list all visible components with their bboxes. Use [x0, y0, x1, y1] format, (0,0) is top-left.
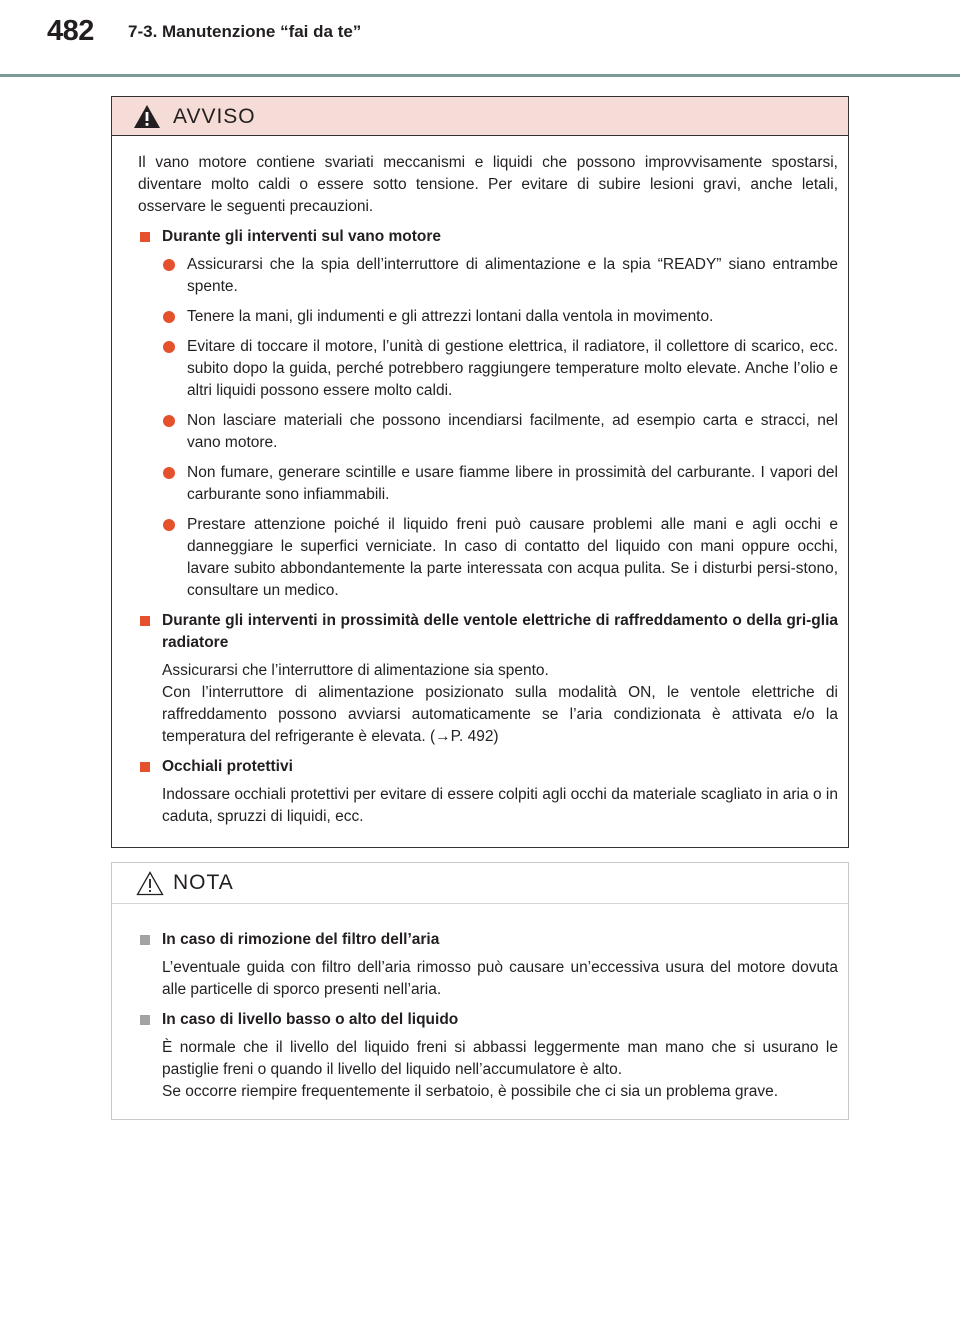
warning-title: AVVISO [173, 105, 256, 128]
warning-intro: Il vano motore contiene svariati meccanismi e liquidi che possono improvvisamente spostarsi, diventare molto caldi o essere sotto tensione. Per evitare di subire lesioni gravi, anche letali, osservare le seguenti precauzioni. [138, 154, 838, 215]
page-number: 482 [47, 15, 94, 47]
square-bullet-icon [140, 762, 150, 772]
section-text: È normale che il livello del liquido freni si abbassi leggermente man mano che si usurano le pastiglie freni o quando il livello del liquido nell’accumulatore è alto. Se occorre riempire frequentemente il serbatoio, è possibile che ci sia un problema grave. [162, 1039, 838, 1100]
square-bullet-icon [140, 232, 150, 242]
section-heading: Occhiali protettivi [138, 756, 838, 778]
section-heading: Durante gli interventi in prossimità delle ventole elettriche di raffreddamento o della gri-glia radiatore [138, 610, 838, 654]
bullet-item: Assicurarsi che la spia dell’interruttore di alimentazione e la spia “READY” siano entrambe spente. [162, 254, 838, 298]
caution-triangle-outline-icon [136, 871, 164, 896]
square-bullet-icon [140, 935, 150, 945]
bullet-dot-icon [163, 341, 175, 353]
bullet-item: Tenere la mani, gli indumenti e gli attrezzi lontani dalla ventola in movimento. [162, 306, 838, 328]
warning-header [112, 97, 848, 136]
bullet-item: Non fumare, generare scintille e usare fiamme libere in prossimità del carburante. I vapori del carburante sono infiammabili. [162, 462, 838, 506]
bullet-dot-icon [163, 467, 175, 479]
warning-box [111, 96, 849, 848]
page-header [0, 0, 960, 80]
bullet-dot-icon [163, 415, 175, 427]
bullet-dot-icon [163, 259, 175, 271]
bullet-dot-icon [163, 519, 175, 531]
section-heading: Durante gli interventi sul vano motore [138, 226, 838, 248]
section-heading: In caso di livello basso o alto del liquido [138, 1009, 838, 1031]
square-bullet-icon [140, 616, 150, 626]
note-body [112, 904, 848, 1103]
note-header [112, 863, 848, 904]
section-heading: In caso di rimozione del filtro dell’aria [138, 929, 838, 951]
bullet-item: Non lasciare materiali che possono incendiarsi facilmente, ad esempio carta e stracci, nel vano motore. [162, 410, 838, 454]
bullet-item: Prestare attenzione poiché il liquido freni può causare problemi alle mani e agli occhi e danneggiare le superfici verniciate. In caso di contatto del liquido con mani oppure occhi, lavare subito abbondantemente la parte interessata con acqua pulita. Se i disturbi persi-stono, consultare un medico. [162, 514, 838, 602]
square-bullet-icon [140, 1015, 150, 1025]
bullet-item: Evitare di toccare il motore, l’unità di gestione elettrica, il radiatore, il collettore di scarico, ecc. subito dopo la guida, perché potrebbero raggiungere temperature molto elevate. Anche l’olio e altri liquidi possono essere molto caldi. [162, 336, 838, 402]
section-text: Indossare occhiali protettivi per evitare di essere colpiti agli occhi da materiale scagliato in aria o in caduta, spruzzi di liquidi, ecc. [162, 786, 838, 825]
note-title: NOTA [173, 871, 234, 894]
header-divider [0, 74, 960, 77]
warning-triangle-icon [133, 104, 161, 129]
warning-body [112, 136, 848, 828]
bullet-dot-icon [163, 311, 175, 323]
section-text: L’eventuale guida con filtro dell’aria rimosso può causare un’eccessiva usura del motore dovuta alle particelle di sporco presenti nell’aria. [162, 959, 838, 998]
note-box [111, 862, 849, 1120]
section-title: 7-3. Manutenzione “fai da te” [128, 22, 362, 41]
section-text: Assicurarsi che l’interruttore di alimentazione sia spento. Con l’interruttore di alimentazione posizionato sulla modalità ON, le ventole elettriche di raffreddamento possono avviarsi automaticamente se l’aria condizionata è attivata e/o la temperatura del refrigerante è elevata. (→P. 492) [162, 662, 838, 745]
